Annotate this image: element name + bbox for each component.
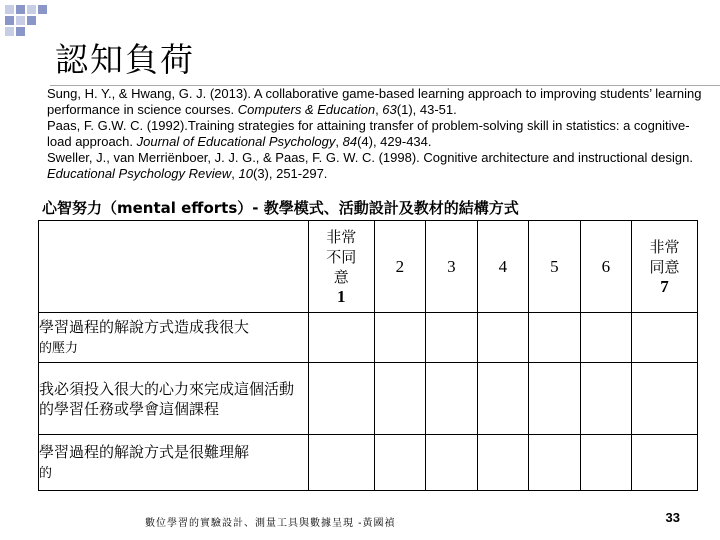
scale-point-5: 5: [529, 221, 580, 313]
rating-cell[interactable]: [308, 435, 374, 491]
corner-decoration: [0, 0, 70, 45]
reference-item: Sweller, J., van Merriënboer, J. J. G., & Paas, F. G. W. C. (1998). Cognitive architecture and instructional design. Educational Psychology Review, 10(3), 251-297.: [47, 150, 693, 181]
page-number: 33: [665, 510, 680, 525]
item-text: 我必須投入很大的心力來完成這個活動的學習任務或學會這個課程: [39, 363, 309, 435]
reference-item: Sung, H. Y., & Hwang, G. J. (2013). A collaborative game-based learning approach to improving students’ learning performance in science courses. Computers & Education, 63(1), 43-51.: [47, 86, 702, 117]
rating-cell[interactable]: [308, 313, 374, 363]
scale-point-2: 2: [374, 221, 425, 313]
rating-cell[interactable]: [529, 313, 580, 363]
likert-scale-table: [38, 220, 698, 491]
scale-point-3: 3: [426, 221, 477, 313]
rating-cell[interactable]: [477, 363, 528, 435]
rating-cell[interactable]: [477, 435, 528, 491]
rating-cell[interactable]: [426, 363, 477, 435]
rating-cell[interactable]: [632, 363, 698, 435]
slide-footer: 數位學習的實驗設計、測量工具與數據呈現 -黃國禎: [145, 518, 396, 529]
rating-cell[interactable]: [374, 435, 425, 491]
rating-cell[interactable]: [632, 435, 698, 491]
rating-cell[interactable]: [632, 313, 698, 363]
scale-point-6: 6: [580, 221, 631, 313]
rating-cell[interactable]: [426, 313, 477, 363]
reference-item: Paas, F. G.W. C. (1992).Training strategies for attaining transfer of problem-solving skill in statistics: a cognitive-load approach. Journal of Educational Psychology, 84(4), 429-434.: [47, 118, 690, 149]
rating-cell[interactable]: [477, 313, 528, 363]
scale-header-row: [39, 221, 698, 313]
rating-cell[interactable]: [580, 435, 631, 491]
item-text: 學習過程的解說方式造成我很大 的壓力: [39, 313, 309, 363]
item-text: 學習過程的解說方式是很難理解 的: [39, 435, 309, 491]
rating-cell[interactable]: [580, 363, 631, 435]
section-subtitle: 心智努力（mental efforts）- 教學模式、活動設計及教材的結構方式: [42, 199, 519, 217]
rating-cell[interactable]: [580, 313, 631, 363]
reference-list: [47, 86, 707, 182]
table-row: [39, 363, 698, 435]
rating-cell[interactable]: [374, 363, 425, 435]
rating-cell[interactable]: [529, 435, 580, 491]
scale-point-4: 4: [477, 221, 528, 313]
slide-title: 認知負荷: [55, 40, 195, 79]
rating-cell[interactable]: [374, 313, 425, 363]
rating-cell[interactable]: [308, 363, 374, 435]
scale-point-1: 非常 不同 意 1: [308, 221, 374, 313]
table-row: [39, 435, 698, 491]
rating-cell[interactable]: [426, 435, 477, 491]
table-row: [39, 313, 698, 363]
scale-point-7: 非常 同意 7: [632, 221, 698, 313]
header-blank-cell: [39, 221, 309, 313]
rating-cell[interactable]: [529, 363, 580, 435]
